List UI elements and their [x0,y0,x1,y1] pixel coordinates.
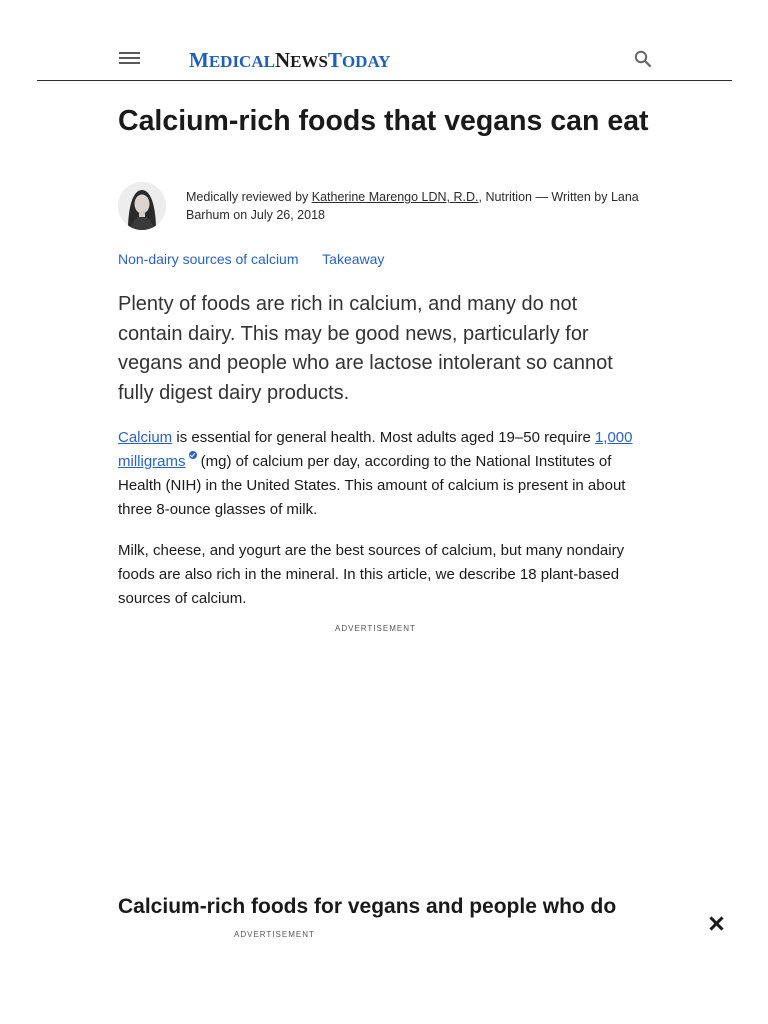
logo-letter-t: T [327,48,342,72]
site-header [37,30,732,81]
article-title: Calcium-rich foods that vegans can eat [118,105,649,137]
logo-word-medical: EDICAL [208,52,275,71]
section-heading: Calcium-rich foods for vegans and people who do [118,895,617,918]
logo-word-today: ODAY [341,52,391,71]
article-lead: Plenty of foods are rich in calcium, and many do not contain dairy. This may be good news, particularly for vegans and people who are lactose intolerant so cannot fully digest dairy products. [118,293,613,404]
table-of-contents [118,249,404,269]
logo-letter-n: N [274,48,291,72]
logo-letter-m: M [189,48,209,72]
close-icon[interactable] [708,915,726,933]
milligrams-link[interactable]: 1,000 milligrams [118,429,633,470]
author-avatar[interactable] [118,182,166,230]
sticky-advertisement-label: ADVERTISEMENT [234,930,315,939]
sticky-ad-bar [0,940,768,1024]
reviewed-by-prefix: Medically reviewed by [186,190,312,204]
toc-link-non-dairy-sources[interactable]: Non-dairy sources of calcium [118,251,299,267]
verified-source-icon [189,451,197,459]
search-icon[interactable] [634,50,652,68]
hamburger-menu-icon[interactable] [119,52,140,65]
logo-word-news: EWS [290,52,328,71]
article-paragraph-1: Calcium is essential for general health. Most adults aged 19–50 require 1,000 milligrams (mg) of calcium per day, according to the National Institutes of Health (NIH) in the United States. This amount of calcium is present in about three 8-ounce glasses of milk. [118,429,633,518]
reviewer-link[interactable]: Katherine Marengo LDN, R.D. [311,190,479,204]
site-logo[interactable] [189,48,390,72]
advertisement-label: ADVERTISEMENT [335,624,416,633]
calcium-link[interactable]: Calcium [118,429,173,446]
toc-link-takeaway[interactable]: Takeaway [322,251,385,267]
written-by-text: , Nutrition — Written by Lana Barhum on July 26, 2018 [186,190,639,222]
article-paragraph-2: Milk, cheese, and yogurt are the best sources of calcium, but many nondairy foods are also rich in the mineral. In this article, we describe 18 plant-based sources of calcium. [118,542,625,607]
article-byline [186,188,656,224]
